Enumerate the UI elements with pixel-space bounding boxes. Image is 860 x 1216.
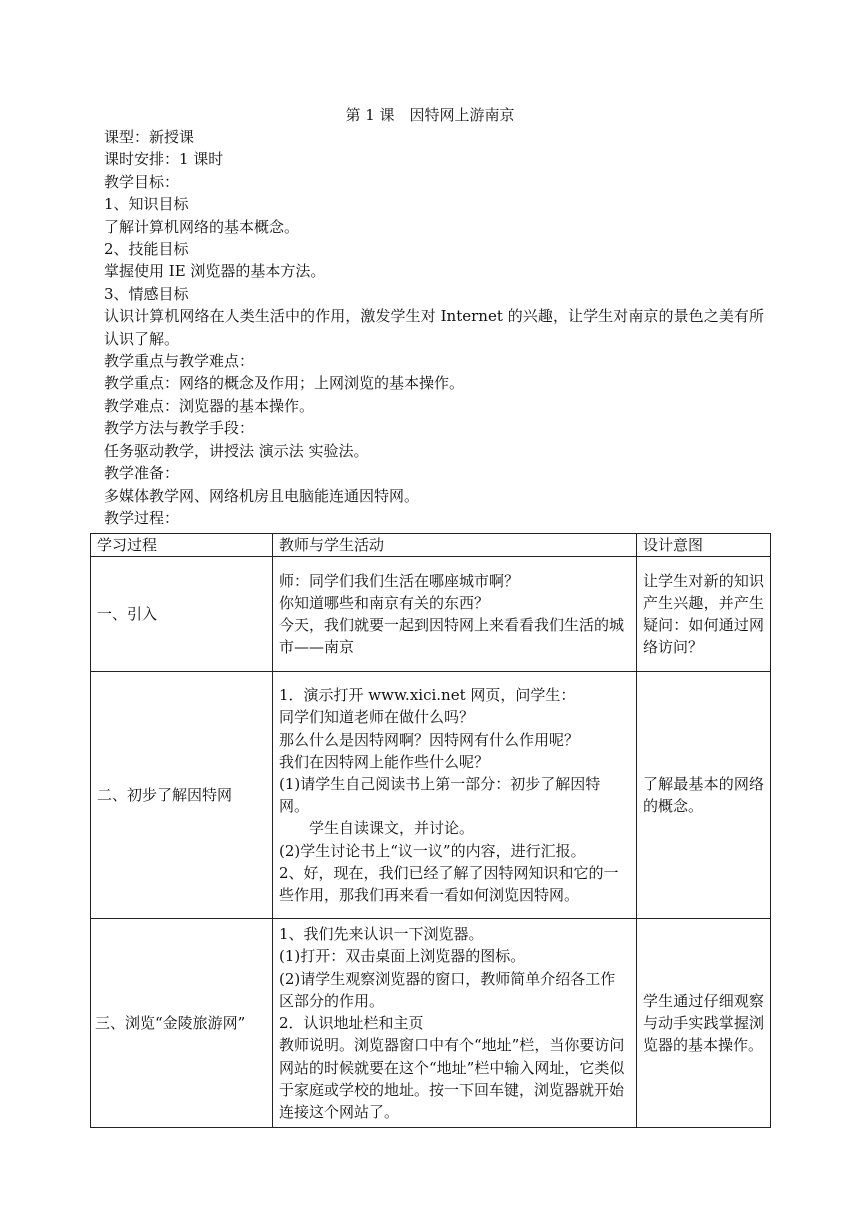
table-row <box>91 557 771 672</box>
row-intent: 让学生对新的知识产生兴趣，并产生疑问：如何通过网络访问？ <box>637 557 771 672</box>
skill-goal-heading: 2、技能目标 <box>104 240 189 259</box>
lesson-process-table <box>90 533 771 1128</box>
process-heading: 教学过程： <box>104 508 180 527</box>
header-stage: 学习过程 <box>91 534 273 557</box>
header-activities: 教师与学生活动 <box>273 534 637 557</box>
knowledge-goal-heading: 1、知识目标 <box>104 195 189 214</box>
lesson-type: 课型：新授课 <box>104 128 195 146</box>
activity-line: 师：同学们我们生活在哪座城市啊？ <box>279 571 520 590</box>
emotion-goal-heading: 3、情感目标 <box>104 284 189 303</box>
table-header-row <box>91 534 771 557</box>
goals-heading: 教学目标： <box>104 172 180 191</box>
activity-line: 学生自读课文，并讨论。 <box>309 819 475 838</box>
activity-line: 教师说明。浏览器窗口中有个“地址”栏，当你要访问网站的时候就要在这个“地址”栏中输入网址，它类似于家庭或学校的地址。按一下回车键，浏览器就开始连接这个网站了。 <box>279 1036 625 1121</box>
activity-line: (1)打开：双击桌面上浏览器的图标。 <box>279 947 526 966</box>
lesson-title: 第 1 课 因特网上游南京 <box>345 106 515 124</box>
activity-line: (2)学生讨论书上“议一议”的内容，进行汇报。 <box>279 841 586 860</box>
row-stage: 三、浏览“金陵旅游网” <box>91 919 273 1128</box>
focus-key: 教学重点：网络的概念及作用；上网浏览的基本操作。 <box>104 374 465 393</box>
lesson-hours: 课时安排：1 课时 <box>104 150 224 169</box>
activity-line: (2)请学生观察浏览器的窗口，教师简单介绍各工作区部分的作用。 <box>279 969 616 1010</box>
row-stage: 二、初步了解因特网 <box>91 672 273 919</box>
focus-heading: 教学重点与教学难点： <box>104 352 255 371</box>
table-row <box>91 919 771 1128</box>
row-intent: 学生通过仔细观察与动手实践掌握浏览器的基本操作。 <box>637 919 771 1128</box>
activity-line: 你知道哪些和南京有关的东西？ <box>279 594 490 612</box>
skill-goal-text: 掌握使用 IE 浏览器的基本方法。 <box>104 262 326 281</box>
method-heading: 教学方法与教学手段： <box>104 419 255 438</box>
row-stage: 一、引入 <box>91 557 273 672</box>
activity-line: 2、好，现在，我们已经了解了因特网知识和它的一些作用，那我们再来看一看如何浏览因特网。 <box>279 863 619 905</box>
emotion-goal-text: 认识计算机网络在人类生活中的作用，激发学生对 Internet 的兴趣，让学生对南京的景色之美有所认识了解。 <box>104 307 764 348</box>
prep-heading: 教学准备： <box>104 464 180 483</box>
activity-line: 1、我们先来认识一下浏览器。 <box>279 925 484 944</box>
activity-line: 今天，我们就要一起到因特网上来看看我们生活的城市——南京 <box>279 616 625 657</box>
prep-text: 多媒体教学网、网络机房且电脑能连通因特网。 <box>104 486 420 505</box>
table-row <box>91 672 771 919</box>
header-intent: 设计意图 <box>637 534 771 557</box>
activity-line: 我们在因特网上能作些什么呢？ <box>279 752 490 771</box>
activity-line: (1)请学生自己阅读书上第一部分：初步了解因特网。 <box>279 775 601 816</box>
row-activities <box>273 557 637 672</box>
activity-line: 那么什么是因特网啊？因特网有什么作用呢？ <box>279 730 580 749</box>
row-intent: 了解最基本的网络的概念。 <box>637 672 771 919</box>
knowledge-goal-text: 了解计算机网络的基本概念。 <box>104 217 300 236</box>
lesson-meta <box>104 126 764 529</box>
activity-line: 同学们知道老师在做什么吗？ <box>279 708 475 727</box>
focus-difficulty: 教学难点：浏览器的基本操作。 <box>104 396 315 415</box>
activity-line: 1．演示打开 www.xici.net 网页，问学生： <box>279 686 576 705</box>
row-activities <box>273 919 637 1128</box>
row-activities <box>273 672 637 919</box>
method-text: 任务驱动教学，讲授法 演示法 实验法。 <box>104 441 369 460</box>
activity-line: 2．认识地址栏和主页 <box>279 1014 424 1033</box>
